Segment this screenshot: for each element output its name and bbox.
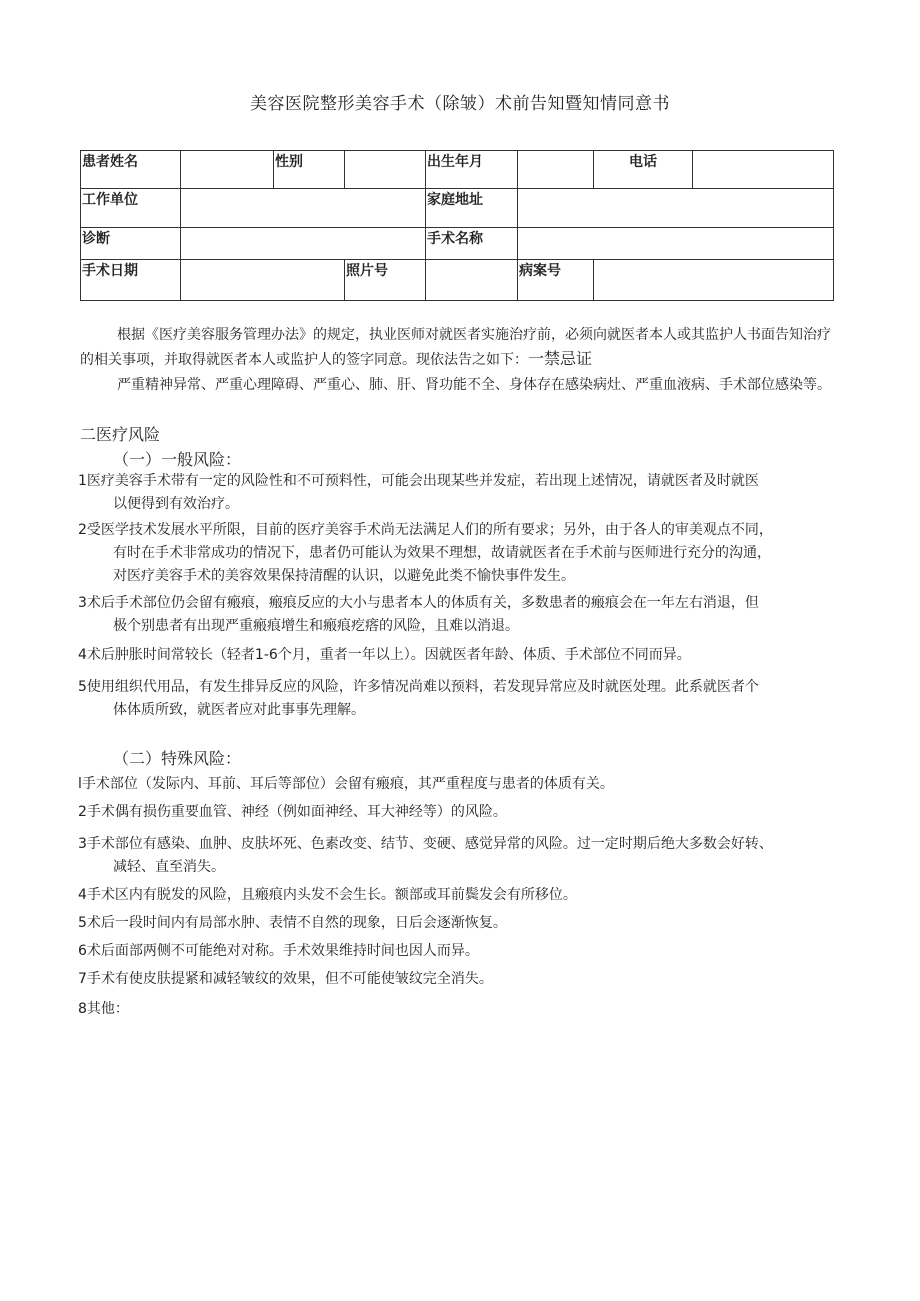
risk-item	[78, 676, 848, 722]
diagnosis-label: 诊断	[81, 228, 181, 260]
document-title: 美容医院整形美容手术（除皱）术前告知暨知情同意书	[250, 94, 670, 114]
risk-item-number: 3	[78, 836, 87, 852]
risk-item-number: 5	[78, 679, 87, 695]
work-unit-label: 工作单位	[81, 189, 181, 228]
intro-paragraph	[80, 323, 842, 372]
risk-item-text: 医疗美容手术带有一定的风险性和不可预料性，可能会出现某些并发症，若出现上述情况，请就医者及时就医	[86, 473, 759, 489]
birth-label: 出生年月	[426, 151, 518, 189]
risk-item-number: 4	[78, 647, 87, 663]
risk-item-text: 受医学技术发展水平所限，目前的医疗美容手术尚无法满足人们的所有要求；另外，由于各人的审美观点不同，	[86, 522, 773, 538]
surgery-date-label: 手术日期	[81, 260, 181, 301]
risk-item-number: 6	[78, 943, 87, 959]
general-risk-heading: （一）一般风险：	[113, 450, 242, 469]
risk-item	[78, 801, 848, 824]
risk-item	[78, 912, 848, 935]
home-address-label: 家庭地址	[426, 189, 518, 228]
birth-field[interactable]	[518, 151, 594, 189]
surgery-name-label: 手术名称	[426, 228, 518, 260]
risk-item-continuation: 以便得到有效治疗。	[113, 496, 239, 512]
surgery-name-field[interactable]	[518, 228, 834, 260]
risk-item-text: 术后面部两侧不可能绝对对称。手术效果维持时间也因人而异。	[86, 943, 479, 959]
risk-item-number: 3	[78, 595, 87, 611]
surgery-date-field[interactable]	[181, 260, 345, 301]
risk-item	[78, 470, 848, 516]
case-no-label: 病案号	[518, 260, 594, 301]
risk-item	[78, 940, 848, 963]
risk-item-text: 术后手术部位仍会留有瘢痕，瘢痕反应的大小与患者本人的体质有关，多数患者的瘢痕会在一年左右消退，但	[86, 595, 759, 611]
patient-name-label: 患者姓名	[81, 151, 181, 189]
risk-item-text: 手术区内有脱发的风险，且瘢痕内头发不会生长。额部或耳前鬓发会有所移位。	[86, 887, 577, 903]
photo-no-field[interactable]	[426, 260, 518, 301]
risk-item-continuation: 减轻、直至消失。	[113, 859, 225, 875]
risk-item-text: 使用组织代用品，有发生排异反应的风险，许多情况尚难以预料，若发现异常应及时就医处理。此系就医者个	[86, 679, 759, 695]
risk-item	[78, 833, 848, 879]
patient-name-field[interactable]	[181, 151, 274, 189]
risk-item-text: 术后一段时间内有局部水肿、表情不自然的现象，日后会逐渐恢复。	[86, 915, 507, 931]
risk-item-number: 4	[78, 887, 87, 903]
risk-item	[78, 519, 848, 588]
patient-info-table	[80, 150, 834, 301]
risk-item	[78, 998, 848, 1021]
risk-item	[78, 884, 848, 907]
risk-item	[78, 644, 848, 667]
risk-item-number: 2	[78, 522, 87, 538]
gender-label: 性别	[274, 151, 345, 189]
risk-item	[78, 592, 848, 638]
special-risk-heading: （二）特殊风险：	[113, 749, 242, 768]
risk-item-text: 手术部位有感染、血肿、皮肤坏死、色素改变、结节、变硬、感觉异常的风险。过一定时期后绝大多数会好转、	[86, 836, 773, 852]
medical-risk-heading: 二医疗风险	[80, 425, 161, 444]
risk-item-number: 2	[78, 804, 87, 820]
case-no-field[interactable]	[594, 260, 834, 301]
home-address-field[interactable]	[518, 189, 834, 228]
contraindication-text: 严重精神异常、严重心理障碍、严重心、肺、肝、肾功能不全、身体存在感染病灶、严重血液病、手术部位感染等。	[117, 377, 831, 393]
phone-field[interactable]	[693, 151, 834, 189]
risk-item-number: 7	[78, 971, 87, 987]
risk-item-number: 5	[78, 915, 87, 931]
risk-item-text: 手术部位（发际内、耳前、耳后等部位）会留有瘢痕，其严重程度与患者的体质有关。	[81, 776, 614, 792]
risk-item-text: 手术偶有损伤重要血管、神经（例如面神经、耳大神经等）的风险。	[86, 804, 507, 820]
contraindication-heading: 一禁忌证	[528, 349, 593, 368]
risk-item-text: 其他：	[86, 1001, 129, 1017]
intro-text: 根据《医疗美容服务管理办法》的规定，执业医师对就医者实施治疗前，必须向就医者本人或其监护人书面告知治疗的相关事项，并取得就医者本人或监护人的签字同意。现依法告之如下：	[80, 327, 831, 368]
diagnosis-field[interactable]	[181, 228, 426, 260]
risk-item	[78, 773, 848, 796]
work-unit-field[interactable]	[181, 189, 426, 228]
gender-field[interactable]	[345, 151, 426, 189]
risk-item-text: 术后肿胀时间常较长（轻者1-6个月，重者一年以上）。因就医者年龄、体质、手术部位不同而异。	[86, 647, 691, 663]
risk-item-continuation: 体体质所致，就医者应对此事事先理解。	[113, 702, 365, 718]
photo-no-label: 照片号	[345, 260, 426, 301]
risk-item-number: l	[78, 776, 82, 792]
risk-item	[78, 968, 848, 991]
risk-item-continuation: 极个别患者有出现严重瘢痕增生和瘢痕疙瘩的风险，且难以消退。	[113, 618, 519, 634]
risk-item-text: 手术有使皮肤提紧和减轻皱纹的效果，但不可能使皱纹完全消失。	[86, 971, 493, 987]
phone-label: 电话	[594, 151, 693, 189]
risk-item-continuation: 有时在手术非常成功的情况下，患者仍可能认为效果不理想，故请就医者在手术前与医师进行充分的沟通，	[113, 545, 771, 561]
risk-item-number: 1	[78, 473, 87, 489]
risk-item-continuation: 对医疗美容手术的美容效果保持清醒的认识，以避免此类不愉快事件发生。	[113, 568, 575, 584]
risk-item-number: 8	[78, 1001, 87, 1017]
